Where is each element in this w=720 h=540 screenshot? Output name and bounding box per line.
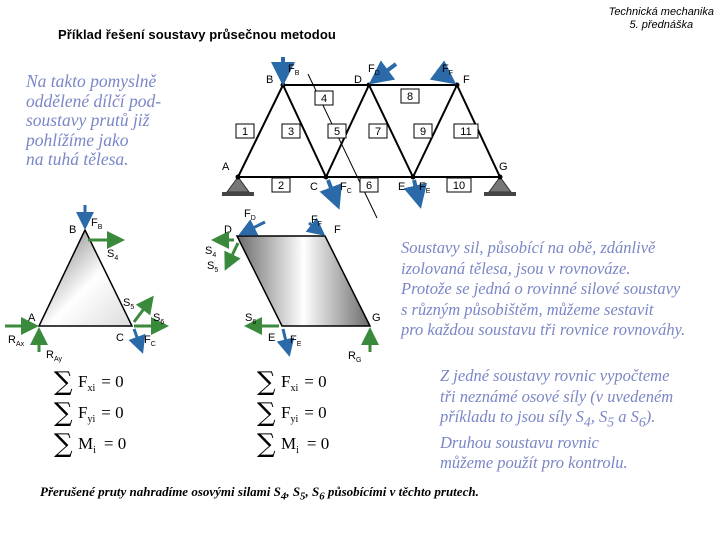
lb-RAy-label: $R_{Ay}$ (46, 349, 62, 363)
svg-text:∑: ∑ (54, 367, 73, 397)
rb-S6-label: $S_6$ (245, 312, 257, 326)
rb-FD-arrow (241, 222, 265, 234)
rb-node-D: D (224, 224, 232, 236)
lb-node-C: C (116, 332, 124, 344)
support-A-base (222, 192, 254, 196)
right-line-3: Protože se jedná o rovinné silové soustavy (401, 279, 681, 298)
node-C: C (310, 181, 318, 193)
node-B: B (266, 74, 274, 86)
member-label-10: 10 (452, 180, 466, 192)
svg-text:Fyi= 0: $F_{yi} = 0$ (78, 403, 124, 425)
left-line-3: soustavy prutů již (26, 110, 150, 130)
member-label-8: 8 (406, 91, 414, 103)
lb-S6-label: $S_6$ (153, 312, 165, 326)
lb-RAx-label: $R_{Ax}$ (8, 334, 25, 348)
right-line-2: izolovaná tělesa, jsou v rovnováze. (401, 258, 631, 278)
lb-FC-arrow (134, 329, 142, 351)
equations-left (54, 367, 126, 459)
rb-FF-label: $F_F$ (311, 214, 323, 228)
right-line-4: s různým působištěm, můžeme sestavit (401, 299, 654, 319)
equations-right (257, 367, 329, 459)
left-line-2: oddělené dílčí pod- (26, 90, 162, 111)
rb-node-F: F (334, 224, 341, 236)
right2-line-3: příkladu to jsou síly $S_4$, $S_5$ a $S_6$). (440, 407, 656, 430)
member-label-2: 2 (277, 180, 285, 192)
lb-FC-label: $F_C$ (144, 334, 156, 348)
node-E: E (398, 181, 406, 193)
lecture-number: 5. přednáška (629, 19, 694, 31)
node-A: A (222, 161, 230, 173)
lb-FB-label: $F_B$ (91, 217, 103, 231)
member-label-1: 1 (241, 126, 249, 138)
member-label-7: 7 (374, 126, 382, 138)
lb-node-A: A (28, 312, 36, 324)
right-body-parallelogram (237, 236, 370, 326)
right2-line-2: tři neznámé osové síly (v uvedeném (440, 386, 674, 406)
footer-note: Přerušené pruty nahradíme osovými silami $S_4$, $S_5$, $S_6$ působícími v těchto prutech. (40, 484, 479, 503)
left-body-triangle (39, 230, 135, 326)
load-FD-label: $F_D$ (368, 63, 380, 77)
node-D: D (354, 74, 362, 86)
svg-text:Mi= 0: $M_i = 0$ (78, 434, 127, 456)
load-FB-label: $F_B$ (288, 63, 300, 77)
lb-S5-label: $S_5$ (123, 297, 135, 311)
node-F: F (463, 74, 470, 86)
rb-S5-arrow (226, 243, 238, 268)
svg-text:∑: ∑ (257, 398, 276, 428)
left-line-4: pohlížíme jako (26, 129, 129, 150)
node-G: G (499, 161, 508, 173)
rb-FD-label: $F_D$ (244, 208, 256, 222)
left-line-5: na tuhá tělesa. (26, 149, 129, 169)
lb-S4-label: $S_4$ (107, 248, 119, 262)
rb-node-G: G (372, 312, 381, 324)
left-line-1: Na takto pomyslně (26, 71, 157, 91)
right-paragraph (401, 238, 720, 341)
member-label-4: 4 (320, 93, 328, 105)
right-line-5: pro každou soustavu tři rovnice rovnováhy. (401, 320, 686, 339)
load-FC-label: $F_C$ (340, 181, 352, 195)
right2-line-4: Druhou soustavu rovnic (440, 432, 599, 452)
rb-FE-label: $F_E$ (290, 334, 302, 348)
svg-text:Fxi= 0: $F_{xi} = 0$ (78, 372, 124, 394)
load-FE-label: $F_E$ (419, 181, 431, 195)
svg-text:∑: ∑ (257, 429, 276, 459)
rb-S4-label: $S_4$ (205, 245, 217, 259)
course-name: Technická mechanika (608, 6, 714, 18)
lb-node-B: B (69, 224, 77, 236)
rb-node-E: E (268, 332, 276, 344)
load-FF-label: $F_F$ (442, 63, 454, 77)
member-label-6: 6 (365, 180, 373, 192)
svg-text:Mi= 0: $M_i = 0$ (281, 434, 330, 456)
svg-text:Fyi= 0: $F_{yi} = 0$ (281, 403, 327, 425)
rb-S5-label: $S_5$ (207, 260, 219, 274)
member-label-3: 3 (287, 126, 295, 138)
right2-line-5: můžeme použít pro kontrolu. (440, 453, 628, 473)
page-title: Příklad řešení soustavy průsečnou metodou (58, 27, 336, 42)
member-label-5: 5 (333, 126, 341, 138)
support-G-base (484, 192, 516, 196)
load-FC-arrow (328, 180, 338, 206)
svg-text:Fxi= 0: $F_{xi} = 0$ (281, 372, 327, 394)
right-line-1: Soustavy sil, působící na obě, zdánlivě (401, 238, 656, 257)
rb-FE-arrow (283, 329, 289, 354)
svg-text:∑: ∑ (54, 429, 73, 459)
right2-line-1: Z jedné soustavy rovnic vypočteme (440, 366, 670, 385)
lb-S5-arrow (134, 298, 152, 322)
svg-text:∑: ∑ (257, 367, 276, 397)
svg-text:∑: ∑ (54, 398, 73, 428)
member-label-9: 9 (419, 126, 427, 138)
rb-RG-label: $R_G$ (348, 350, 362, 364)
right-paragraph-2 (440, 366, 720, 474)
member-label-11: 11 (460, 126, 472, 138)
